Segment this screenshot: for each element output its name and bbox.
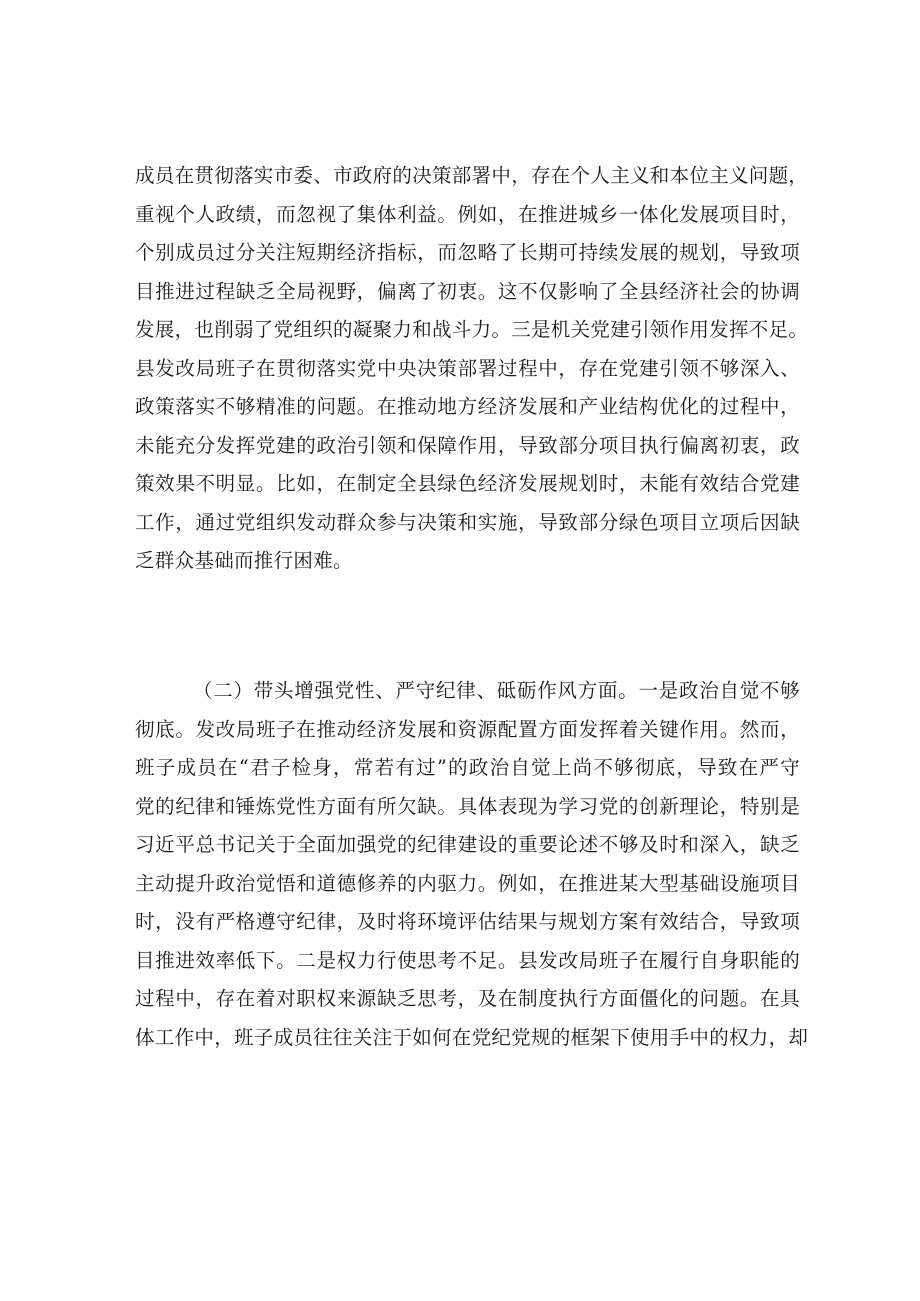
paragraph-1-line: 政策落实不够精准的问题。在推动地方经济发展和产业结构优化的过程中， (135, 395, 800, 418)
paragraph-1-line: 发展，也削弱了党组织的凝聚力和战斗力。三是机关党建引领作用发挥不足。 (135, 318, 809, 341)
paragraph-1-line: 工作，通过党组织发动群众参与决策和实施，导致部分绿色项目立项后因缺 (135, 510, 800, 534)
paragraph-2 (135, 672, 809, 1057)
paragraph-1-last-line: 乏群众基础而推行困难。 (135, 549, 353, 572)
paragraph-1-line: 目推进过程缺乏全局视野，偏离了初衷。这不仅影响了全县经济社会的协调 (135, 279, 800, 303)
paragraph-1-line: 个别成员过分关注短期经济指标，而忽略了长期可持续发展的规划，导致项 (135, 241, 800, 264)
paragraph-1-line: 重视个人政绩，而忽视了集体利益。例如，在推进城乡一体化发展项目时， (135, 202, 800, 226)
paragraph-2-line: 过程中，存在着对职权来源缺乏思考，及在制度执行方面僵化的问题。在具 (135, 987, 800, 1010)
paragraph-2-line: 时，没有严格遵守纪律，及时将环境评估结果与规划方案有效结合，导致项 (135, 910, 800, 933)
paragraph-2-line: 党的纪律和锤炼党性方面有所欠缺。具体表现为学习党的创新理论，特别是 (135, 794, 800, 818)
paragraph-2-line: 彻底。发改局班子在推动经济发展和资源配置方面发挥着关键作用。然而， (135, 717, 800, 741)
paragraph-2-line: 班子成员在“君子检身，常若有过”的政治自觉上尚不够彻底，导致在严守 (135, 756, 800, 779)
paragraph-2-line: 习近平总书记关于全面加强党的纪律建设的重要论述不够及时和深入，缺乏 (135, 833, 800, 856)
paragraph-1 (135, 157, 809, 581)
paragraph-2-heading-line: （二）带头增强党性、严守纪律、砥砺作风方面。一是政治自觉不够 (193, 679, 800, 702)
paragraph-2-line: 体工作中，班子成员往往关注于如何在党纪党规的框架下使用手中的权力，却 (135, 1025, 809, 1049)
paragraph-1-line: 成员在贯彻落实市委、市政府的决策部署中，存在个人主义和本位主义问题， (135, 164, 809, 187)
paragraph-2-line: 主动提升政治觉悟和道德修养的内驱力。例如，在推进某大型基础设施项目 (135, 871, 800, 895)
paragraph-2-line: 目推进效率低下。二是权力行使思考不足。县发改局班子在履行自身职能的 (135, 948, 800, 972)
paragraph-1-line: 未能充分发挥党建的政治引领和保障作用，导致部分项目执行偏离初衷，政 (135, 433, 800, 457)
paragraph-1-line: 策效果不明显。比如，在制定全县绿色经济发展规划时，未能有效结合党建 (135, 472, 800, 495)
paragraph-1-line: 县发改局班子在贯彻落实党中央决策部署过程中，存在党建引领不够深入、 (135, 356, 800, 380)
